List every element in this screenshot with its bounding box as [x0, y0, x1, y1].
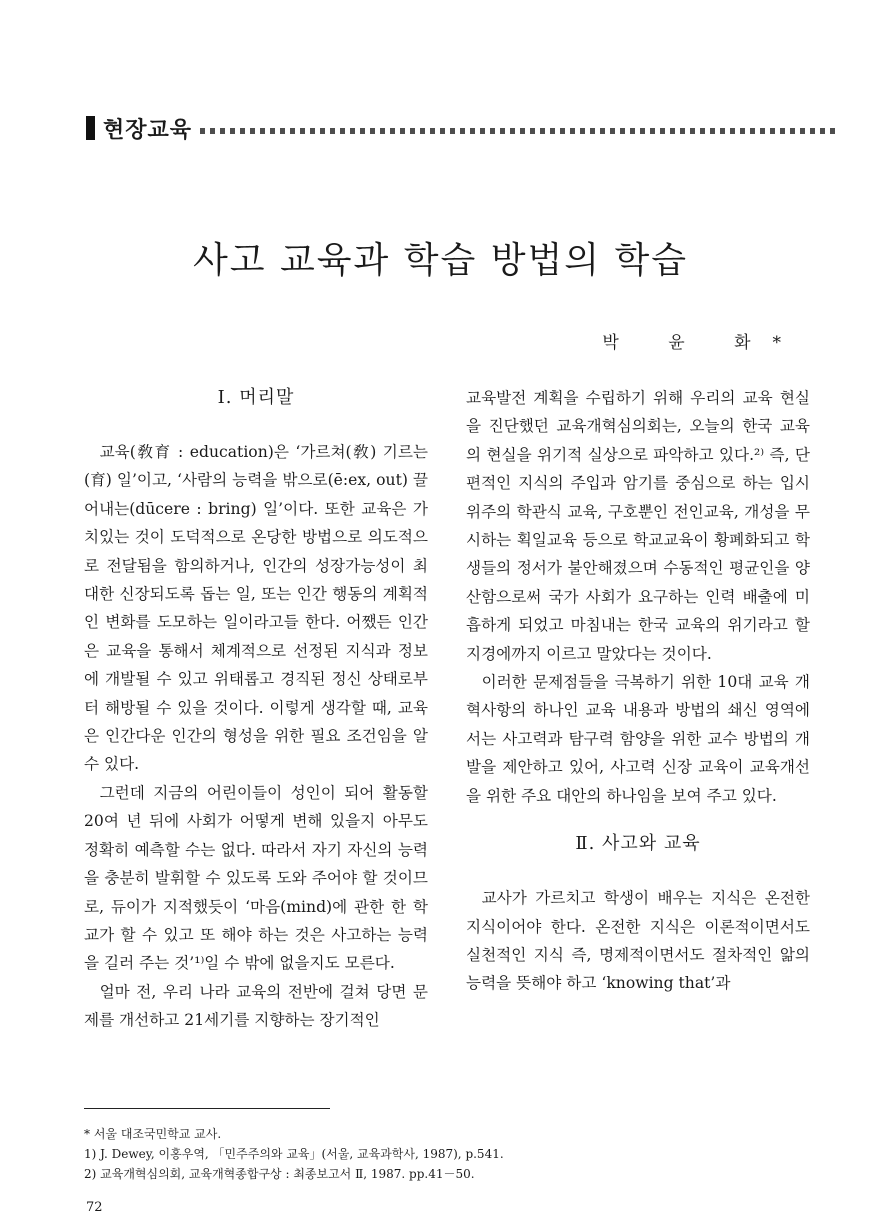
- section-heading-thinking: Ⅱ. 사고와 교육: [575, 833, 701, 855]
- left-column: [84, 384, 428, 1035]
- body-paragraph: 교육발전 계획을 수립하기 위해 우리의 교육 현실을 진단했던 교육개혁심의회는, 오늘의 한국 교육의 현실을 위기적 실상으로 파악하고 있다.²⁾ 즉, 단편적인 지식의 주입과 암기를 중심으로 하는 입시 위주의 학관식 교육, 구호뿐인 전인교육, 개성을 무시하는 획일교육 등으로 학교교육이 황폐화되고 학생들의 정서가 불안해졌으며 수동적인 평균인을 양산함으로써 국가 사회가 요구하는 인력 배출에 미흡하게 되었고 마침내는 한국 교육의 위기라고 할 지경에까지 이르고 말았다는 것이다.: [466, 389, 810, 663]
- footnote-divider: [84, 1108, 330, 1109]
- body-paragraph: 교사가 가르치고 학생이 배우는 지식은 온전한 지식이어야 한다. 온전한 지식은 이론적이면서도 실천적인 지식 즉, 명제적이면서도 절차적인 앎의 능력을 뜻해야 하고 ‘knowing that’과: [466, 889, 810, 993]
- author-name: 박 윤 화*: [602, 333, 803, 353]
- body-paragraph: 얼마 전, 우리 나라 교육의 전반에 걸쳐 당면 문제를 개선하고 21세기를 지향하는 장기적인: [84, 982, 428, 1030]
- footnote-author: * 서울 대조국민학교 교사.: [84, 1127, 222, 1141]
- footnote-2: 2) 교육개혁심의회, 교육개혁종합구상 : 최종보고서 Ⅱ, 1987. pp.41－50.: [84, 1167, 475, 1181]
- section-header: [86, 112, 838, 144]
- article-title: 사고 교육과 학습 방법의 학습: [192, 240, 689, 281]
- footnote-1: 1) J. Dewey, 이홍우역, 「민주주의와 교육」(서울, 교육과학사, 1987), p.541.: [84, 1147, 504, 1161]
- body-paragraph: 이러한 문제점들을 극복하기 위한 10대 교육 개혁사항의 하나인 교육 내용과 방법의 쇄신 영역에서는 사고력과 탐구력 함양을 위한 교수 방법의 개발을 제안하고 있어, 사고력 신장 교육이 교육개선을 위한 주요 대안의 하나임을 보여 주고 있다.: [466, 673, 810, 805]
- body-paragraph: 교육(敎育 : education)은 ‘가르쳐(敎) 기르는(育) 일’이고, ‘사람의 능력을 밖으로(ē:ex, out) 끌어내는(dūcere : bring) 일’이다. 또한 교육은 가치있는 것이 도덕적으로 온당한 방법으로 의도적으로 전달됨을 함의하거나, 인간의 성장가능성이 최대한 신장되도록 돕는 일, 또는 인간 행동의 계획적인 변화를 도모하는 일이라고들 한다. 어쨌든 인간은 교육을 통해서 체계적으로 선정된 지식과 정보에 개발될 수 있고 위태롭고 경직된 정신 상태로부터 해방될 수 있을 것이다. 이렇게 생각할 때, 교육은 인간다운 인간의 형성을 위한 필요 조건임을 알 수 있다.: [84, 443, 428, 774]
- section-heading-intro: Ⅰ. 머리말: [217, 387, 295, 408]
- right-column: [466, 384, 810, 998]
- footnotes: [84, 1110, 784, 1184]
- page-number: 72: [86, 1200, 103, 1215]
- section-marker-bar: [86, 116, 95, 140]
- section-label: 현장교육: [103, 117, 193, 143]
- section-dotted-rule: [200, 128, 838, 134]
- body-paragraph: 그런데 지금의 어린이들이 성인이 되어 활동할 20여 년 뒤에 사회가 어떻게 변해 있을지 아무도 정확히 예측할 수는 없다. 따라서 자기 자신의 능력을 충분히 발휘할 수 있도록 도와 주어야 할 것이므로, 듀이가 지적했듯이 ‘마음(mind)에 관한 한 학교가 할 수 있고 또 해야 하는 것은 사고하는 능력을 길러 주는 것’¹⁾일 수 밖에 없을지도 모른다.: [84, 783, 428, 973]
